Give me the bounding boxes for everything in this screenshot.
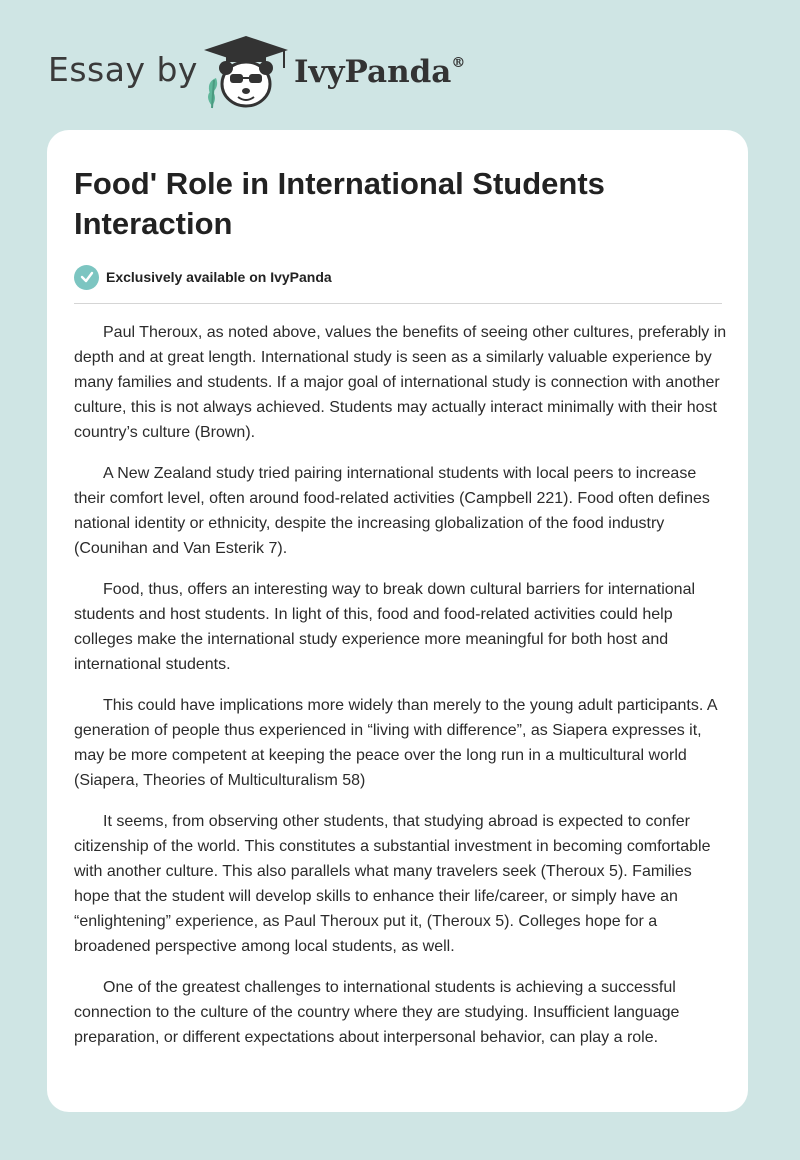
paragraph: A New Zealand study tried pairing international students with local peers to increase their comfort level, often around food-related activities (Campbell 221). Food often defines national identity or ethnicity, despite the increasing globalization of the food industry (Counihan and Van Esterik 7). <box>74 465 710 557</box>
essay-card <box>47 130 748 1112</box>
badge-label: Exclusively available on IvyPanda <box>106 269 332 285</box>
paragraph: One of the greatest challenges to international students is achieving a successful connection to the culture of the country where they are studying. Insufficient language preparation, or different expectations about interpersonal behavior, can play a role. <box>74 979 680 1046</box>
panda-graduate-logo-icon[interactable] <box>200 34 292 112</box>
divider <box>74 303 722 304</box>
check-icon <box>74 265 99 290</box>
site-header <box>0 0 800 130</box>
exclusive-badge <box>74 264 332 290</box>
essay-by-label: Essay by <box>48 50 198 89</box>
paragraph: Food, thus, offers an interesting way to break down cultural barriers for international students and host students. In light of this, food and food-related activities could help colleges make the international study experience more meaningful for both host and international students. <box>74 581 696 673</box>
essay-body <box>74 320 730 1066</box>
brand-name[interactable]: IvyPanda® <box>294 54 466 90</box>
paragraph: This could have implications more widely than merely to the young adult participants. A generation of people thus experienced in “living with difference”, as Siapera expresses it, may be more competent at keeping the peace over the long run in a multicultural world (Siapera, Theories of Multiculturalism 58) <box>74 697 717 789</box>
paragraph: Paul Theroux, as noted above, values the benefits of seeing other cultures, preferably in depth and at great length. International study is seen as a similarly valuable experience by many families and students. If a major goal of international study is connection with another culture, this is not always achieved. Students may actually interact minimally with their host country’s culture (Brown). <box>74 324 727 441</box>
paragraph: It seems, from observing other students, that studying abroad is expected to confer citizenship of the world. This constitutes a substantial investment in becoming comfortable with another culture. This also parallels what many travelers seek (Theroux 5). Families hope that the student will develop skills to enhance their life/career, or simply have an “enlightening” experience, as Paul Theroux put it, (Theroux 5). Colleges hope for a broadened perspective among local students, as well. <box>74 813 711 955</box>
page-title: Food' Role in International Students Interaction <box>74 166 605 241</box>
